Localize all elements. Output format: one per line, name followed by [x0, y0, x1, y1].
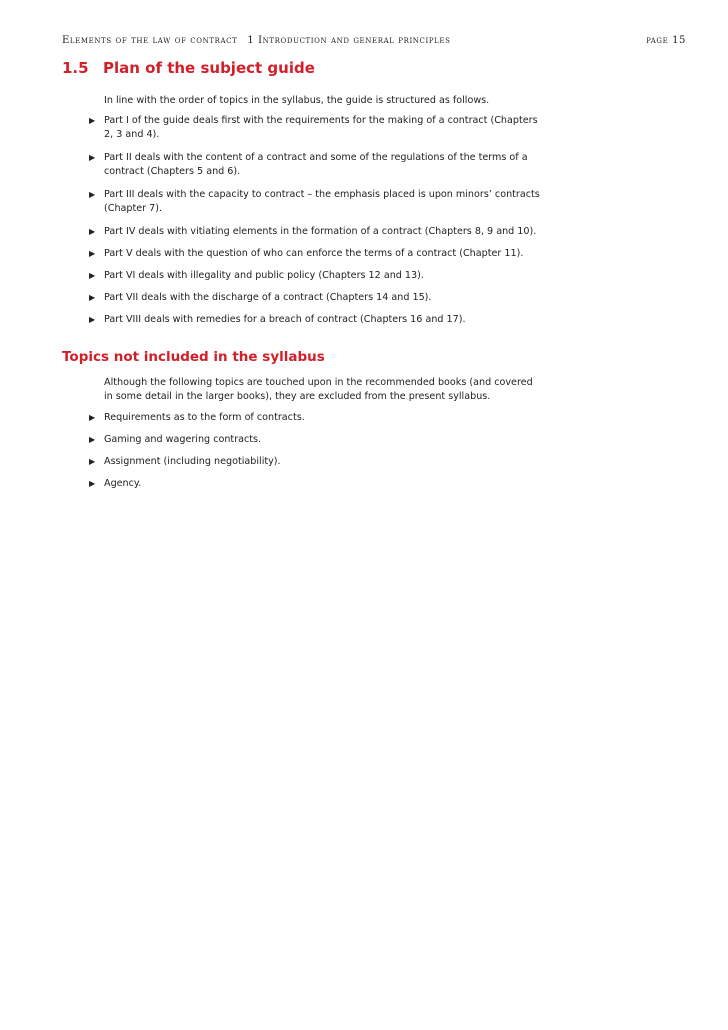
- section-number: 1.5: [62, 59, 89, 77]
- section-heading: [62, 59, 315, 77]
- subsection-heading: Topics not included in the syllabus: [62, 349, 325, 365]
- bullet-arrow-icon: ▶: [89, 153, 96, 162]
- bullet-arrow-icon: ▶: [89, 116, 96, 125]
- header-book-title: Elements of the law of contract: [62, 35, 238, 46]
- document-page: Elements of the law of contract 1 Introduction and general principles page 15 1.5 Plan of the subject guide In line with the order of topics in the syllabus, the guide is structured as follows. ▶ Part I of the guide deals first with the requirements for the making of a contract (Chapters 2, 3 and 4). ▶ Part II deals with the content of a contract and some of the regulations of the terms of a contract (Chapters 5 and 6). ▶ Part III deals with the capacity to contract – the emphasis placed is upon minors’ contracts (Chapter 7). ▶ Part IV deals with vitiating elements in the formation of a contract (Chapters 8, 9 and 10). ▶ Part V deals with the question of who can enforce the terms of a contract (Chapter 11). ▶ Part VI deals with illegality and public policy (Chapters 12 and 13). ▶ Part VII deals with the discharge of a contract (Chapters 14 and 15). ▶ Part VIII deals with remedies for a breach of contract (Chapters 16 and 17). Topics not included in the syllabus Although the following topics are touched upon in the recommended books (and covered in some detail in the larger books), they are excluded from the present syllabus. ▶ Requirements as to the form of contracts. ▶ Gaming and wagering contracts. ▶ Assignment (including negotiability). ▶ Agency.: [62, 35, 686, 489]
- bullet-arrow-icon: ▶: [89, 413, 96, 422]
- bullet-arrow-icon: ▶: [89, 315, 96, 324]
- bullet-arrow-icon: ▶: [89, 479, 96, 488]
- bullet-arrow-icon: ▶: [89, 249, 96, 258]
- bullet-arrow-icon: ▶: [89, 435, 96, 444]
- section-intro: In line with the order of topics in the syllabus, the guide is structured as follows.: [104, 95, 490, 106]
- running-header: [62, 35, 686, 46]
- header-title: [62, 35, 451, 46]
- header-chapter: 1 Introduction and general principles: [247, 35, 451, 46]
- bullet-arrow-icon: ▶: [89, 227, 96, 236]
- bullet-arrow-icon: ▶: [89, 190, 96, 199]
- bullet-arrow-icon: ▶: [89, 271, 96, 280]
- bullet-arrow-icon: ▶: [89, 293, 96, 302]
- subsection-intro: Although the following topics are touched upon in the recommended books (and covered in some detail in the larger books), they are excluded from the present syllabus.: [104, 377, 533, 402]
- page-number: page 15: [646, 35, 686, 46]
- section-title: Plan of the subject guide: [103, 59, 315, 77]
- bullet-arrow-icon: ▶: [89, 457, 96, 466]
